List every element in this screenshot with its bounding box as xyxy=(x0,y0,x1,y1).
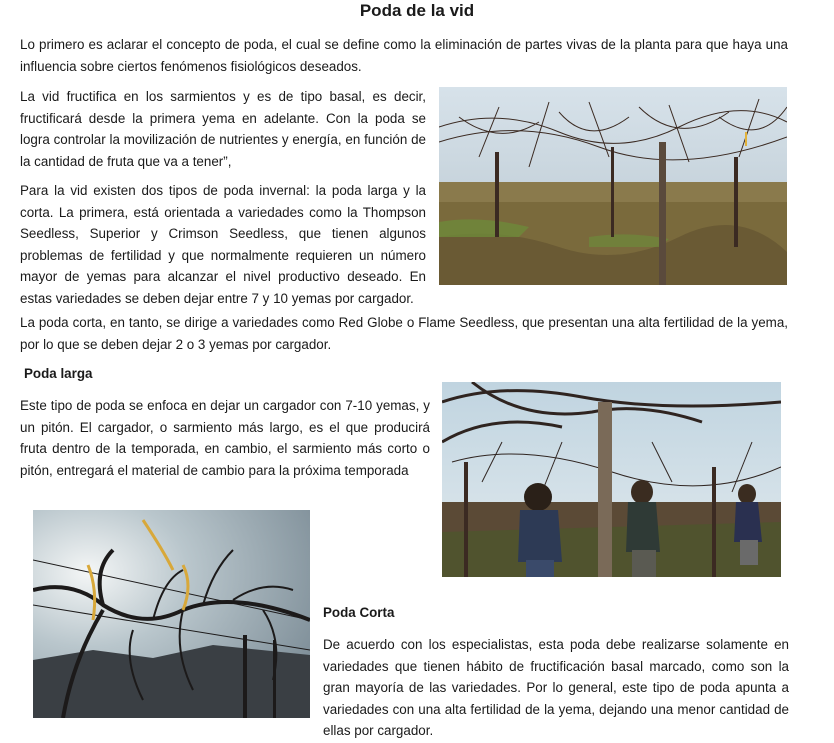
vine-sky-photo xyxy=(33,510,310,718)
tipos-paragraph: Para la vid existen dos tipos de poda invernal: la poda larga y la corta. La primera, está orientada a variedades como la Thompson Seedless, Superior y Crimson Seedless, que tienen algunos problemas de fertilidad y que normalmente requieren un número mayor de yemas para alcanzar el nivel productivo deseado. En estas variedades se deben dejar entre 7 y 10 yemas por cargador. xyxy=(20,183,426,306)
larga-paragraph: Este tipo de poda se enfoca en dejar un cargador con 7-10 yemas, y un pitón. El cargador, o sarmiento más largo, es el que producirá fruta dentro de la temporada, en cambio, el sarmiento más corto o pitón, entregará el material de cambio para la próxima temporada xyxy=(20,398,430,478)
heading-poda-corta: Poda Corta xyxy=(323,605,395,620)
corta-intro-paragraph: La poda corta, en tanto, se dirige a variedades como Red Globe o Flame Seedless, que presentan una alta fertilidad de la yema, por lo que se deben dejar 2 o 3 yemas por cargador. xyxy=(20,315,788,352)
vineyard-photo xyxy=(439,87,787,285)
basal-paragraph: La vid fructifica en los sarmientos y es de tipo basal, es decir, fructificará desde la primera yema en adelante. Con la poda se logra controlar la movilización de nutrientes y energía, en función de la cantidad de fruta que va a tener”, xyxy=(20,89,426,169)
heading-poda-larga: Poda larga xyxy=(24,366,93,381)
corta-paragraph: De acuerdo con los especialistas, esta poda debe realizarse solamente en variedades que tienen hábito de fructificación basal marcado, como son la gran mayoría de las variedades. Por lo general, este tipo de poda apunta a variedades con una alta fertilidad de la yema, dejando una menor cantidad de ellas por cargador. xyxy=(323,637,789,738)
pruning-workers-photo xyxy=(442,382,781,577)
page-title: Poda de la vid xyxy=(359,1,475,20)
intro-paragraph: Lo primero es aclarar el concepto de poda, el cual se define como la eliminación de partes vivas de la planta para que haya una influencia sobre ciertos fenómenos fisiológicos deseados. xyxy=(20,37,788,74)
